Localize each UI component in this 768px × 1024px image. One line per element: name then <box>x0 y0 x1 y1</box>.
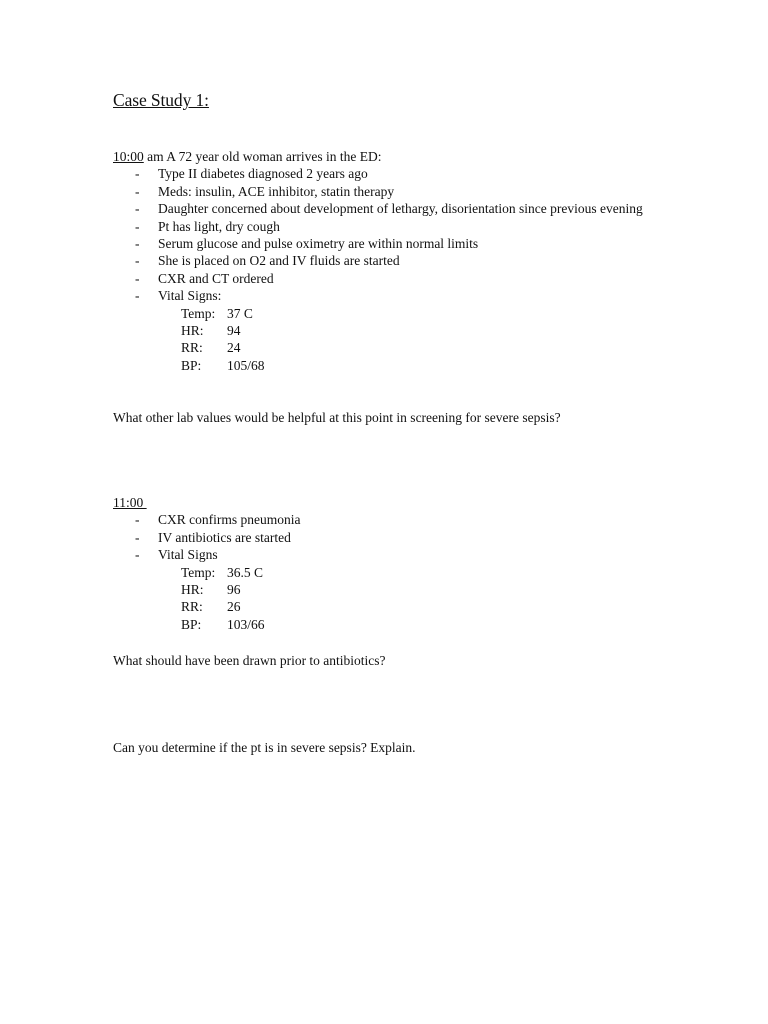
vital-row-rr: RR: 24 <box>181 340 241 356</box>
block-1-vitals <box>181 305 673 375</box>
block-2-header <box>113 494 673 511</box>
question-severe-sepsis: Can you determine if the pt is in severe sepsis? Explain. <box>113 740 416 755</box>
vital-row-hr: HR: 94 <box>181 323 241 339</box>
list-item: - CXR and CT ordered <box>135 270 274 286</box>
block-1-header <box>113 148 673 165</box>
block-1-intro: am A 72 year old woman arrives in the ED: <box>143 149 382 164</box>
vital-row-rr: RR: 26 <box>181 599 241 615</box>
list-item: - Meds: insulin, ACE inhibitor, statin therapy <box>135 183 395 199</box>
case-block-1100 <box>113 494 673 633</box>
list-item: - Type II diabetes diagnosed 2 years ago <box>135 166 368 182</box>
vital-row-temp: Temp: 37 C <box>181 305 253 321</box>
list-item: - Vital Signs: <box>135 288 222 304</box>
list-item: - Pt has light, dry cough <box>135 218 280 234</box>
block-1-list <box>113 165 673 304</box>
list-item: - CXR confirms pneumonia <box>135 512 301 528</box>
case-study-title: Case Study 1: <box>113 90 209 110</box>
block-2-vitals <box>181 564 673 634</box>
question-drawn-prior: What should have been drawn prior to antibiotics? <box>113 653 386 668</box>
list-item: - She is placed on O2 and IV fluids are started <box>135 253 400 269</box>
list-item: - Daughter concerned about development of lethargy, disorientation since previous evening <box>135 201 643 217</box>
list-item: - Serum glucose and pulse oximetry are within normal limits <box>135 236 479 252</box>
block-2-time: 11:00 <box>113 495 147 510</box>
case-block-1000 <box>113 148 673 374</box>
question-lab-values: What other lab values would be helpful at this point in screening for severe sepsis? <box>113 410 561 425</box>
vital-row-temp: Temp: 36.5 C <box>181 564 264 580</box>
list-item: - IV antibiotics are started <box>135 529 291 545</box>
vital-row-bp: BP: 105/68 <box>181 357 265 373</box>
vital-row-bp: BP: 103/66 <box>181 616 265 632</box>
block-2-list <box>113 511 673 563</box>
vital-row-hr: HR: 96 <box>181 582 241 598</box>
list-item: - Vital Signs <box>135 547 218 563</box>
block-1-time: 10:00 <box>113 149 144 164</box>
